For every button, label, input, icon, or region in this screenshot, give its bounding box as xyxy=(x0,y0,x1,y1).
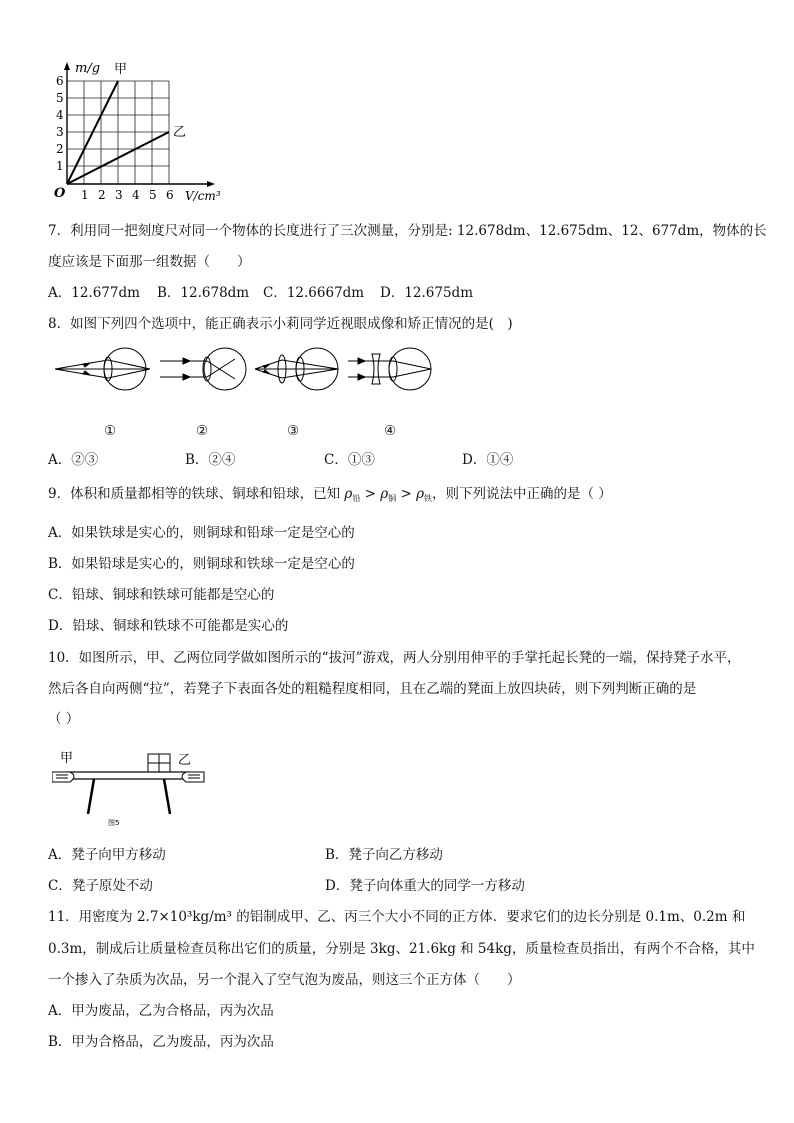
x-axis-arrow xyxy=(207,181,215,187)
line-jia xyxy=(67,81,118,184)
origin-label: O xyxy=(54,186,66,201)
bench-label-yi: 乙 xyxy=(178,753,192,768)
q10-stem-line1: 10．如图所示，甲、乙两位同学做如图所示的“拔河”游戏，两人分别用伸平的手掌托起长凳的一端，保持凳子水平， xyxy=(48,650,741,666)
bench-tug-figure xyxy=(52,748,212,828)
y-axis-arrow xyxy=(64,62,70,70)
q10-option-d: D．凳子向体重大的同学一方移动 xyxy=(325,878,525,894)
eye-diagram-1 xyxy=(55,348,150,390)
right-hand xyxy=(182,772,204,782)
q7-stem-line2: 度应该是下面那一组数据（ ） xyxy=(48,254,251,270)
q7-option-c: C．12.6667dm xyxy=(263,285,365,301)
x-axis-label: V/cm³ xyxy=(185,189,221,203)
line-jia-label: 甲 xyxy=(114,62,128,77)
y-tick-label: 4 xyxy=(56,108,64,122)
eye-figure-label-1: ① xyxy=(104,423,117,439)
bench-label-jia: 甲 xyxy=(60,751,74,766)
q7-option-b: B．12.678dm xyxy=(157,285,250,301)
y-tick-label: 5 xyxy=(56,91,64,105)
x-tick-label: 3 xyxy=(115,188,123,202)
x-tick-label: 1 xyxy=(81,188,89,202)
q8-option-d: D．①④ xyxy=(462,452,514,468)
greater-than: > xyxy=(400,486,412,502)
q7-option-a: A．12.677dm xyxy=(48,285,140,301)
eye-diagram-2 xyxy=(160,348,246,390)
x-tick-label: 5 xyxy=(149,188,157,202)
q8-option-a: A．②③ xyxy=(48,452,99,468)
eye-figure-label-4: ④ xyxy=(384,423,397,439)
q9-option-d: D．铅球、铜球和铁球不可能都是实心的 xyxy=(48,618,289,634)
q9-option-b: B．如果铅球是实心的，则铜球和铁球一定是空心的 xyxy=(48,556,355,572)
subscript-iron: 铁 xyxy=(424,494,433,503)
y-tick-label: 6 xyxy=(56,74,64,88)
q10-option-c: C．凳子原处不动 xyxy=(48,878,153,894)
eye-figure-label-2: ② xyxy=(196,423,209,439)
q7-stem-line1: 7．利用同一把刻度尺对同一个物体的长度进行了三次测量，分别是: 12.678dm、12.675dm、12、677dm，物体的长 xyxy=(48,223,767,239)
eye-diagrams xyxy=(50,345,450,393)
q8-option-b: B．②④ xyxy=(185,452,236,468)
q10-stem-line3: （ ） xyxy=(48,711,80,727)
subscript-lead: 铅 xyxy=(352,494,361,503)
q11-stem-line1: 11．用密度为 2.7×10³kg/m³ 的铝制成甲、乙、丙三个大小不同的正方体．要求它们的边长分别是 0.1m、0.2m 和 xyxy=(48,909,746,925)
q8-option-c: C．①③ xyxy=(324,452,375,468)
y-axis-label: m/g xyxy=(75,61,101,76)
q11-stem-line2: 0.3m，制成后让质量检查员称出它们的质量，分别是 3kg、21.6kg 和 54kg，质量检查员指出，有两个不合格，其中 xyxy=(48,941,755,957)
q9-option-a: A．如果铁球是实心的，则铜球和铅球一定是空心的 xyxy=(48,525,355,541)
eye-figure-label-3: ③ xyxy=(287,423,300,439)
rho-symbol: ρ xyxy=(344,486,353,502)
rho-symbol: ρ xyxy=(416,486,425,502)
rho-symbol: ρ xyxy=(380,486,389,502)
y-tick-label: 2 xyxy=(56,142,64,156)
q11-option-a: A．甲为废品，乙为合格品，丙为次品 xyxy=(48,1003,274,1019)
q8-stem: 8．如图下列四个选项中，能正确表示小莉同学近视眼成像和矫正情况的是( ) xyxy=(48,316,513,332)
left-hand xyxy=(52,772,74,782)
x-tick-label: 2 xyxy=(98,188,106,202)
x-tick-label: 6 xyxy=(166,188,174,202)
bricks xyxy=(148,754,170,772)
q10-stem-line2: 然后各自向两侧“拉”，若凳子下表面各处的粗糙程度相同，且在乙端的凳面上放四块砖，则下列判断正确的是 xyxy=(48,681,697,697)
q9-option-c: C．铅球、铜球和铁球可能都是空心的 xyxy=(48,587,275,603)
eye-diagram-3 xyxy=(255,348,338,390)
y-tick-label: 3 xyxy=(56,125,64,139)
line-yi-label: 乙 xyxy=(173,125,187,140)
q9-stem-pre: 9．体积和质量都相等的铁球、铜球和铅球，已知 xyxy=(48,486,341,502)
q10-option-a: A．凳子向甲方移动 xyxy=(48,847,166,863)
q11-option-b: B．甲为合格品，乙为废品，丙为次品 xyxy=(48,1034,274,1050)
subscript-copper: 铜 xyxy=(388,494,397,503)
y-tick-label: 1 xyxy=(56,159,64,173)
x-tick-label: 4 xyxy=(132,188,140,202)
eye-diagram-4 xyxy=(348,348,431,390)
q9-stem xyxy=(48,485,612,508)
q9-stem-post: ，则下列说法中正确的是（ ） xyxy=(432,486,612,502)
bench-leg xyxy=(164,779,170,814)
mass-volume-graph xyxy=(50,58,230,208)
q11-stem-line3: 一个掺入了杂质为次品，另一个混入了空气泡为废品，则这三个正方体（ ） xyxy=(48,972,521,988)
q10-option-b: B．凳子向乙方移动 xyxy=(325,847,443,863)
q7-option-d: D．12.675dm xyxy=(380,285,474,301)
bench-leg xyxy=(88,779,94,814)
bench-top xyxy=(68,772,188,779)
greater-than: > xyxy=(364,486,376,502)
graph-grid xyxy=(67,81,169,184)
figure-caption: 图5 xyxy=(108,819,120,827)
